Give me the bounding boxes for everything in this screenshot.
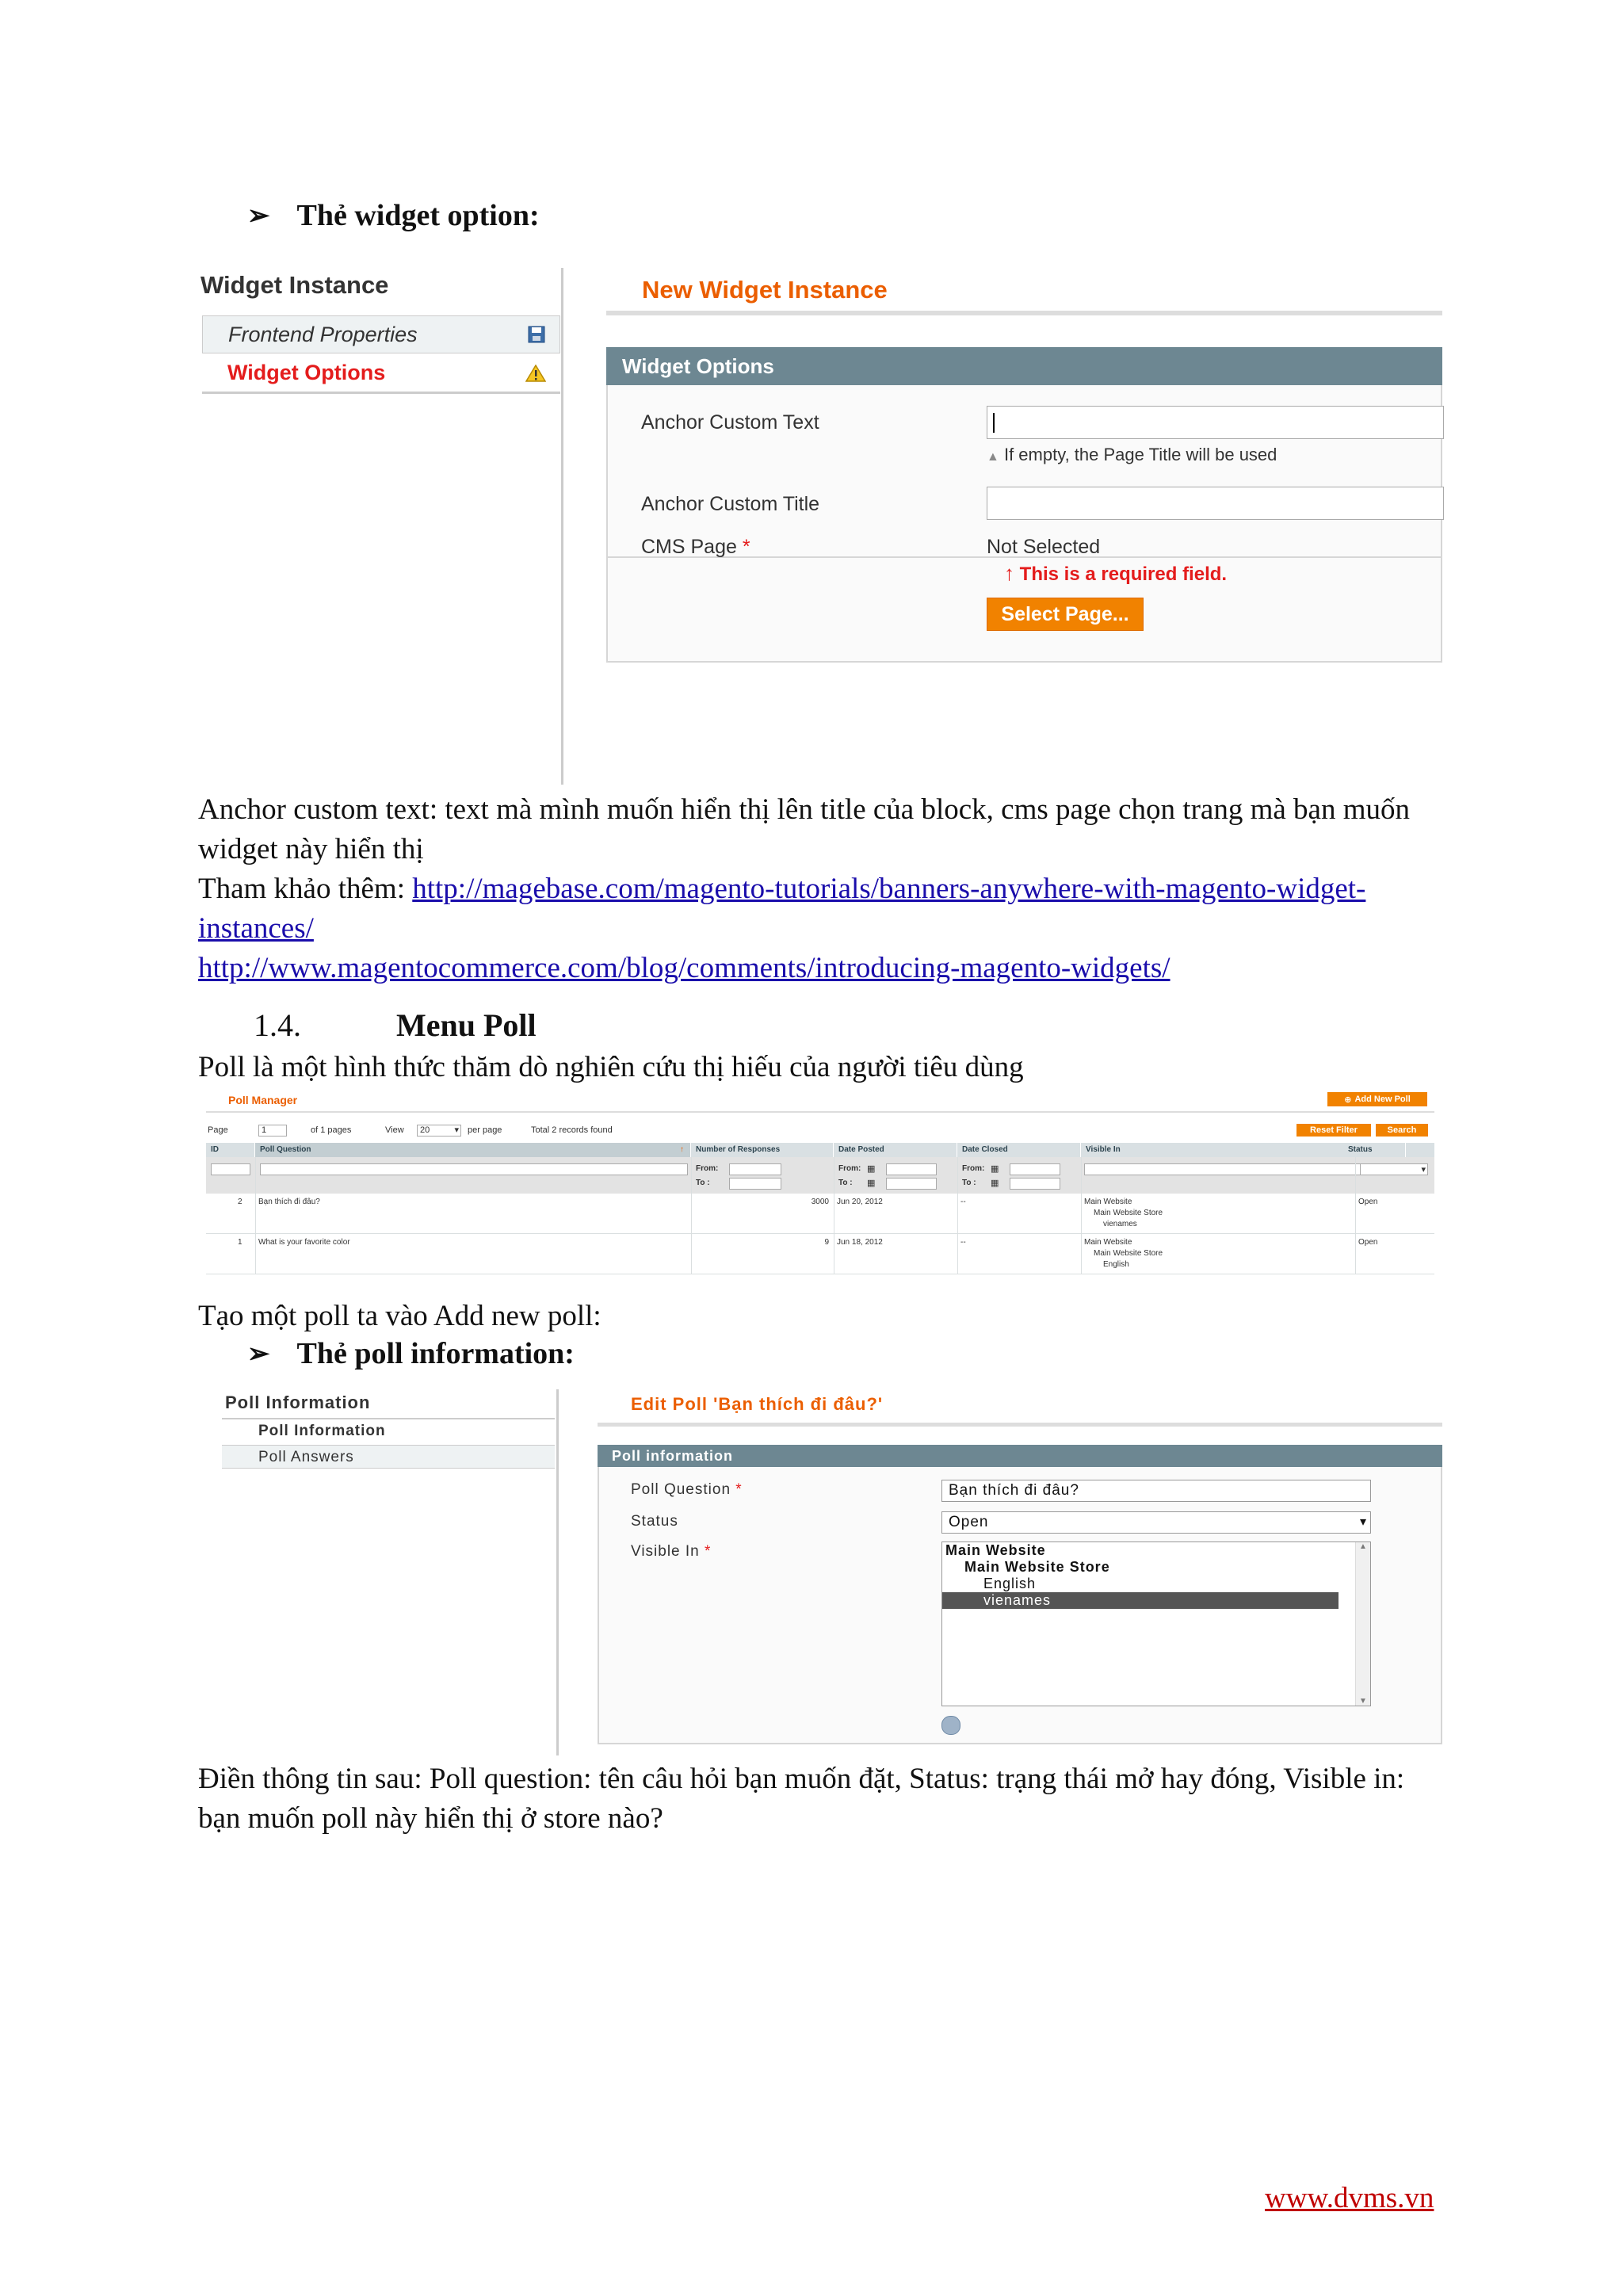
grid-header <box>206 1143 1434 1158</box>
poll-manager-screenshot <box>206 1086 1434 1284</box>
widget-options-bar: Widget Options <box>606 347 1442 385</box>
option-main-website-store[interactable]: Main Website Store <box>964 1559 1110 1575</box>
filter-responses-to[interactable] <box>729 1178 781 1190</box>
tab-widget-options[interactable]: Widget Options <box>202 354 560 394</box>
column-divider <box>255 1157 256 1274</box>
title-separator <box>606 311 1442 315</box>
add-new-poll-button[interactable]: ⊕ Add New Poll <box>1327 1092 1427 1106</box>
poll-information-bar: Poll information <box>598 1445 1442 1467</box>
tab-frontend-properties[interactable]: Frontend Properties <box>202 315 560 353</box>
column-divider <box>957 1157 958 1274</box>
red-arrow-up-icon: ↑ <box>1004 561 1014 585</box>
col-date-posted[interactable]: Date Posted <box>834 1143 957 1157</box>
option-main-website[interactable]: Main Website <box>945 1542 1046 1558</box>
save-icon <box>528 326 545 343</box>
option-vienames-selected[interactable]: vienames <box>942 1592 1338 1609</box>
paragraph-add-new-poll: Tạo một poll ta vào Add new poll: <box>198 1300 601 1332</box>
visible-in-multiselect[interactable] <box>941 1541 1371 1706</box>
help-icon[interactable] <box>941 1716 960 1735</box>
heading-text: Thẻ poll information: <box>296 1337 575 1370</box>
poll-information-left-title: Poll Information <box>225 1392 371 1412</box>
status-label: Status <box>631 1513 678 1530</box>
col-responses[interactable]: Number of Responses <box>691 1143 834 1157</box>
page-input[interactable]: 1 <box>258 1125 287 1137</box>
table-row[interactable]: 1 What is your favorite color 9 Jun 18, 2012 -- Main Website Main Website Store English Open <box>206 1234 1434 1274</box>
option-english[interactable]: English <box>983 1576 1037 1591</box>
column-divider <box>1355 1157 1356 1274</box>
pager-bar: Page 1 of 1 pages View 20 ▾ per page Total 2 records found Reset Filter Search <box>206 1124 1434 1140</box>
warning-icon <box>525 365 546 382</box>
plus-icon: ⊕ <box>1344 1095 1352 1105</box>
col-poll-question[interactable]: Poll Question ↑ <box>255 1143 691 1157</box>
sidebar-divider <box>556 1389 559 1755</box>
status-select[interactable]: Open ▾ <box>941 1511 1371 1534</box>
bullet-heading-widget-option <box>247 198 540 233</box>
visible-in-label: Visible In * <box>631 1543 712 1560</box>
col-date-closed[interactable]: Date Closed <box>957 1143 1081 1157</box>
sort-arrow-icon: ↑ <box>680 1145 684 1154</box>
calendar-icon[interactable]: ▦ <box>991 1179 999 1188</box>
calendar-icon[interactable]: ▦ <box>991 1164 999 1174</box>
magebase-link[interactable]: http://magebase.com/magento-tutorials/banners-anywhere-with-magento-widget-instances/ <box>198 873 1366 945</box>
filter-posted-to[interactable] <box>886 1178 937 1190</box>
column-divider <box>691 1157 692 1274</box>
sidebar-divider <box>561 268 563 785</box>
cms-page-label: CMS Page * <box>641 536 750 558</box>
filter-responses-from[interactable] <box>729 1163 781 1175</box>
filter-closed-to[interactable] <box>1010 1178 1060 1190</box>
anchor-custom-title-label: Anchor Custom Title <box>641 493 820 515</box>
cms-page-value: Not Selected <box>987 536 1101 558</box>
filter-visible-select[interactable] <box>1084 1163 1401 1175</box>
footer-dvms-link[interactable]: www.dvms.vn <box>1265 2182 1434 2214</box>
required-field-message: ↑ This is a required field. <box>1004 561 1228 585</box>
arrow-bullet-icon: ➢ <box>247 1339 270 1369</box>
paragraph-poll-intro: Poll là một hình thức thăm dò nghiên cứu thị hiếu của người tiêu dùng <box>198 1051 1024 1083</box>
scrollbar[interactable] <box>1355 1542 1370 1706</box>
paragraph-fill-info: Điền thông tin sau: Poll question: tên câu hỏi bạn muốn đặt, Status: trạng thái mở hay đóng, Visible in: bạn muốn poll này hiển thị ở store nào? <box>198 1763 1405 1835</box>
calendar-icon[interactable]: ▦ <box>867 1164 876 1174</box>
table-row[interactable]: 2 Bạn thích đi đâu? 3000 Jun 20, 2012 -- Main Website Main Website Store vienames Open <box>206 1194 1434 1234</box>
select-page-button[interactable]: Select Page... <box>987 598 1144 631</box>
anchor-custom-text-label: Anchor Custom Text <box>641 411 819 434</box>
reset-filter-button[interactable]: Reset Filter <box>1296 1124 1371 1137</box>
widget-options-panel-lower <box>606 558 1442 663</box>
col-id[interactable]: ID <box>206 1143 255 1157</box>
text-cursor <box>993 413 995 433</box>
widget-screenshot <box>198 262 1442 785</box>
filter-id-input[interactable] <box>211 1163 250 1175</box>
col-status[interactable]: Status <box>1348 1145 1373 1154</box>
view-select[interactable]: 20 ▾ <box>417 1125 461 1137</box>
scroll-down-icon[interactable]: ▼ <box>1359 1697 1367 1706</box>
poll-manager-title: Poll Manager <box>228 1094 298 1106</box>
tab-poll-information[interactable]: Poll Information <box>222 1419 555 1443</box>
anchor-text-note: ▲ If empty, the Page Title will be used <box>987 445 1277 464</box>
filter-row: From: To : From: ▦ To : ▦ From: ▦ To : ▦ ▾ <box>206 1157 1434 1194</box>
scroll-up-icon[interactable]: ▲ <box>1359 1542 1367 1551</box>
chevron-down-icon: ▾ <box>454 1125 459 1135</box>
note-triangle-icon: ▲ <box>987 450 999 464</box>
filter-closed-from[interactable] <box>1010 1163 1060 1175</box>
magentocommerce-link[interactable]: http://www.magentocommerce.com/blog/comments/introducing-magento-widgets/ <box>198 952 1170 984</box>
chevron-down-icon: ▾ <box>1359 1515 1367 1529</box>
poll-information-panel <box>598 1467 1442 1744</box>
widget-options-panel <box>606 385 1442 558</box>
filter-status-select[interactable] <box>1360 1163 1428 1175</box>
heading-text: Thẻ widget option: <box>296 199 540 232</box>
filter-question-input[interactable] <box>260 1163 688 1175</box>
section-number: 1.4. <box>254 1007 301 1043</box>
paragraph-anchor-custom-text: Anchor custom text: text mà mình muốn hiển thị lên title của block, cms page chọn trang mà bạn muốn widget này hiển thị Tham khảo thêm: http://magebase.com/magento-tutorials/banners-anywhere-with-magento-widget-instances/ http://www.magentocommerce.com/blog/comments/introducing-magento-widgets/ <box>198 790 1434 988</box>
anchor-custom-title-input[interactable] <box>987 487 1444 520</box>
section-title: Menu Poll <box>396 1007 537 1043</box>
calendar-icon[interactable]: ▦ <box>867 1179 876 1188</box>
tab-poll-answers[interactable]: Poll Answers <box>222 1445 555 1469</box>
filter-posted-from[interactable] <box>886 1163 937 1175</box>
header-separator <box>206 1111 1434 1113</box>
search-button[interactable]: Search <box>1376 1124 1428 1137</box>
bullet-heading-poll-information <box>247 1336 575 1371</box>
edit-poll-title: Edit Poll 'Bạn thích đi đâu?' <box>631 1394 884 1414</box>
column-divider <box>1081 1157 1082 1274</box>
arrow-bullet-icon: ➢ <box>247 201 270 231</box>
poll-information-screenshot <box>214 1383 1442 1755</box>
anchor-custom-text-input[interactable] <box>987 406 1444 439</box>
widget-instance-title: Widget Instance <box>200 271 389 299</box>
col-visible-in[interactable]: Visible In <box>1081 1143 1406 1157</box>
title-separator <box>598 1423 1442 1427</box>
chevron-down-icon: ▾ <box>1421 1165 1426 1175</box>
page-title: New Widget Instance <box>642 276 888 304</box>
reference-paragraph: Tham khảo thêm: http://magebase.com/magento-tutorials/banners-anywhere-with-magento-widget-instances/ <box>198 873 1366 945</box>
poll-question-label: Poll Question * <box>631 1481 743 1498</box>
poll-question-input[interactable]: Bạn thích đi đâu? <box>941 1480 1371 1502</box>
